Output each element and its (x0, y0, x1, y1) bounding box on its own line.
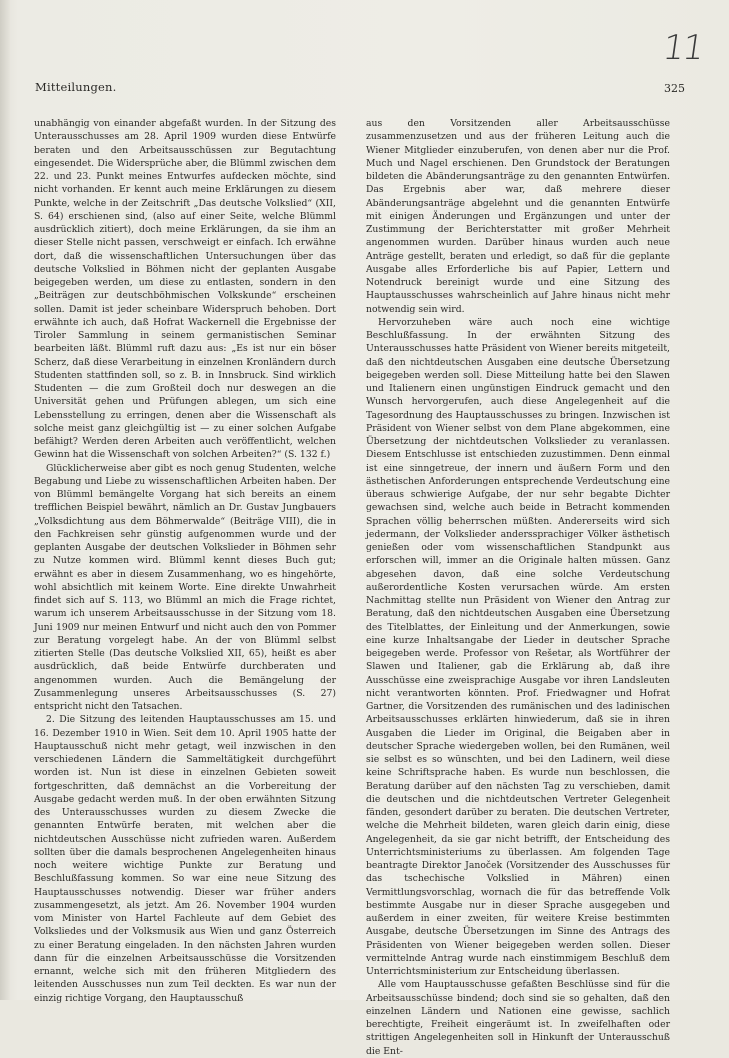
left-text-column (34, 117, 336, 1004)
running-header-title: Mitteilungen. (35, 80, 117, 94)
page-binding-edge (0, 0, 10, 1000)
paragraph: Hervorzuheben wäre auch noch eine wichtige Beschlußfassung. In der erwähnten Sitzung des Unterausschusses hatte Präsident von Wiener bereits mitgeteilt, daß den nichtdeutschen Ausgaben eine deutsche Übersetzung beigegeben werden soll. Diese Mitteilung hatte bei den Slawen und Italienern einen ungünstigen Eindruck gemacht und den Wunsch hervorgerufen, auch diese Angelegenheit auf die Tagesordnung des Hauptausschusses zu bringen. Inzwischen ist Präsident von Wiener selbst von dem Plane abgekommen, eine Übersetzung der nichtdeutschen Volkslieder zu veranlassen. Diesem Entschlusse ist entschieden zuzustimmen. Denn einmal ist eine sinngetreue, der innern und äußern Form und den ästhetischen Anforderungen entsprechende Verdeutschung eine überaus schwierige Aufgabe, der nur sehr begabte Dichter gewachsen sind, welche auch beide in Betracht kommenden Sprachen völlig beherrschen müßten. Andererseits wird sich jedermann, der Volkslieder anderssprachiger Völker ästhetisch genießen oder vom wissenschaftlichen Standpunkt aus erforschen will, immer an die Originale halten müssen. Ganz abgesehen davon, daß eine solche Verdeutschung außerordentliche Kosten verursachen würde. Am ersten Nachmittag stellte nun Präsident von Wiener den Antrag zur Beratung, daß den nichtdeutschen Ausgaben eine Übersetzung des Titelblattes, der Einleitung und der Anmerkungen, sowie eine kurze Inhaltsangabe der Lieder in deutscher Sprache beigegeben werde. Professor von Rešetar, als Wortführer der Slawen und Italiener, gab die Erklärung ab, daß ihre Ausschüsse eine zweisprachige Ausgabe vor ihren Landsleuten nicht verantworten könnten. Prof. Friedwagner und Hofrat Gartner, die Vorsitzenden des rumänischen und des ladinischen Arbeitsausschusses erklärten hinwiederum, daß sie in ihren Ausgaben die Lieder im Original, die Beigaben aber in deutscher Sprache wiedergeben wollen, bei den Rumänen, weil sie selbst es so wünschten, und bei den Ladinern, weil diese keine Schriftsprache haben. Es wurde nun beschlossen, die Beratung darüber auf den nächsten Tag zu verschieben, damit die deutschen und die nichtdeutschen Vertreter Gelegenheit fänden, gesondert darüber zu beraten. Die deutschen Vertreter, welche die Mehrheit bildeten, waren gleich darin einig, diese Angelegenheit, da sie gar nicht betrifft, der Entscheidung des Unterrichtsministeriums zu überlassen. Am folgenden Tage beantragte Direktor Janoček (Vorsitzender des Ausschusses für das tschechische Volkslied in Mähren) einen Vermittlungsvorschlag, wornach die für das betreffende Volk bestimmte Ausgabe nur in dieser Sprache ausgegeben und außerdem in einer zweiten, für weitere Kreise bestimmten Ausgabe, deutsche Übersetzungen im Sinne des Antrags des Präsidenten von Wiener beigegeben werden sollen. Dieser vermittelnde Antrag wurde nach einstimmigem Beschluß dem Unterrichtsministerium zur Entscheidung überlassen. (366, 316, 670, 977)
paragraph: Alle vom Hauptausschusse gefaßten Beschlüsse sind für die Arbeitsausschüsse bindend; doch sind sie so gehalten, daß den einzelnen Ländern und Nationen eine gewisse, sachlich berechtigte, Freiheit eingeräumt ist. In zweifelhaften oder strittigen Angelegenheiten soll in Hinkunft der Unterausschuß die Ent- (366, 979, 670, 1057)
right-text-column (366, 117, 670, 1057)
paragraph: aus den Vorsitzenden aller Arbeitsausschüsse zusammenzusetzen und aus der früheren Leitung auch die Wiener Mitglieder einzuberufen, von denen aber nur die Prof. Much und Nagel erschienen. Den Grundstock der Beratungen bildeten die Abänderungsanträge zu den genannten Entwürfen. Das Ergebnis aber war, daß mehrere dieser Abänderungsanträge abgelehnt und die genannten Entwürfe mit einigen Änderungen und Ergänzungen und unter der Zustimmung der Berichterstatter mit großer Mehrheit angenommen wurden. Darüber hinaus wurden auch neue Anträge gestellt, beraten und erledigt, so daß für die geplante Ausgabe alles Erforderliche bis auf Papier, Lettern und Notendruck bereinigt wurde und eine Sitzung des Hauptausschusses wahrscheinlich auf Jahre hinaus nicht mehr notwendig sein wird. (366, 118, 670, 315)
paragraph: 2. Die Sitzung des leitenden Hauptausschusses am 15. und 16. Dezember 1910 in Wien. Seit dem 10. April 1905 hatte der Hauptausschuß nicht mehr getagt, weil inzwischen in den verschiedenen Ländern die Sammeltätigkeit durchgeführt worden ist. Nun ist diese in einzelnen Gebieten soweit fortgeschritten, daß demnächst an die Vorbereitung der Ausgabe gedacht werden muß. In der oben erwähnten Sitzung des Unterausschusses wurden zu diesem Zwecke die genannten Entwürfe beraten, mit welchen aber die nichtdeutschen Ausschüsse nicht zufrieden waren. Außerdem sollten über die damals besprochenen Angelegenheiten hinaus noch weitere wichtige Punkte zur Beratung und Beschlußfassung kommen. So war eine neue Sitzung des Hauptausschusses notwendig. Dieser war früher anders zusammengesetzt, als jetzt. Am 26. November 1904 wurden vom Minister von Hartel Fachleute auf dem Gebiet des Volksliedes und der Volksmusik aus Wien und ganz Österreich zu einer Beratung eingeladen. In den nächsten Jahren wurden dann für die einzelnen Arbeitsausschüsse die Vorsitzenden ernannt, welche sich mit den früheren Mitgliedern des leitenden Ausschusses nun zum Teil deckten. Es war nun der einzig richtige Vorgang, den Hauptausschuß (34, 714, 336, 1004)
handwritten-page-annotation: 11 (660, 28, 706, 68)
page-number: 325 (664, 82, 685, 95)
paragraph: unabhängig von einander abgefaßt wurden. In der Sitzung des Unterausschusses am 28. April 1909 wurden diese Entwürfe beraten und den Arbeitsausschüssen zur Begutachtung eingesendet. Die Widersprüche aber, die Blümml zwischen dem 22. und 23. Punkt meines Entwurfes aufdecken möchte, sind nicht vorhanden. Er kennt auch meine Erklärungen zu diesem Punkte, welche in der Zeitschrift „Das deutsche Volkslied“ (XII, S. 64) erschienen sind, (also auf einer Seite, welche Blümml ausdrücklich zitiert), doch meine Erklärungen, da sie ihm an dieser Stelle nicht passen, verschweigt er einfach. Ich erwähne dort, daß die wissenschaftlichen Untersuchungen über das deutsche Volkslied in Böhmen nicht der geplanten Ausgabe beigegeben werden, um diese zu entlasten, sondern in den „Beiträgen zur deutschböhmischen Volkskunde“ erscheinen sollen. Damit ist jeder scheinbare Widerspruch behoben. Dort erwähnte ich auch, daß Hofrat Wackernell die Ergebnisse der Tiroler Sammlung in seinem germanistischen Seminar bearbeiten läßt. Blümml ruft dazu aus: „Es ist nur ein böser Scherz, daß diese Verarbeitung in einzelnen Kronländern durch Studenten stattfinden soll, so z. B. in Innsbruck. Sind wirklich Studenten — die zum Großteil doch nur deswegen an die Universität gehen und Prüfungen ablegen, um sich eine Lebensstellung zu erringen, denen aber die Wissenschaft als solche meist ganz gleichgültig ist — zu einer solchen Aufgabe befähigt? Werden deren Arbeiten auch veröffentlicht, welchen Gewinn hat die Wissenschaft von solchen Arbeiten?“ (S. 132 f.) (34, 118, 336, 461)
paragraph: Glücklicherweise aber gibt es noch genug Studenten, welche Begabung und Liebe zu wissenschaftlichen Arbeiten haben. Der von Blümml bemängelte Vorgang hat sich bereits an einem trefflichen Beispiel bewährt, nämlich an Dr. Gustav Jungbauers „Volksdichtung aus dem Böhmerwalde“ (Beiträge VIII), die in den Fachkreisen sehr günstig aufgenommen wurde und der geplanten Ausgabe der deutschen Volkslieder in Böhmen sehr zu Nutze kommen wird. Blümml kennt dieses Buch gut; erwähnt es aber in diesem Zusammenhang, wo es hingehörte, wohl absichtlich mit keinem Worte. Eine direkte Unwahrheit findet sich auf S. 113, wo Blümml an mich die Frage richtet, warum ich unserem Arbeitsausschusse in der Sitzung vom 18. Juni 1909 nur meinen Entwurf und nicht auch den von Pommer zur Beratung vorgelegt habe. An der von Blümml selbst zitierten Stelle (Das deutsche Volkslied XII, 65), heißt es aber ausdrücklich, daß beide Entwürfe durchberaten und angenommen wurden. Auch die Bemängelung der Zusammenlegung unseres Arbeitsausschusses (S. 27) entspricht nicht den Tatsachen. (34, 462, 336, 712)
